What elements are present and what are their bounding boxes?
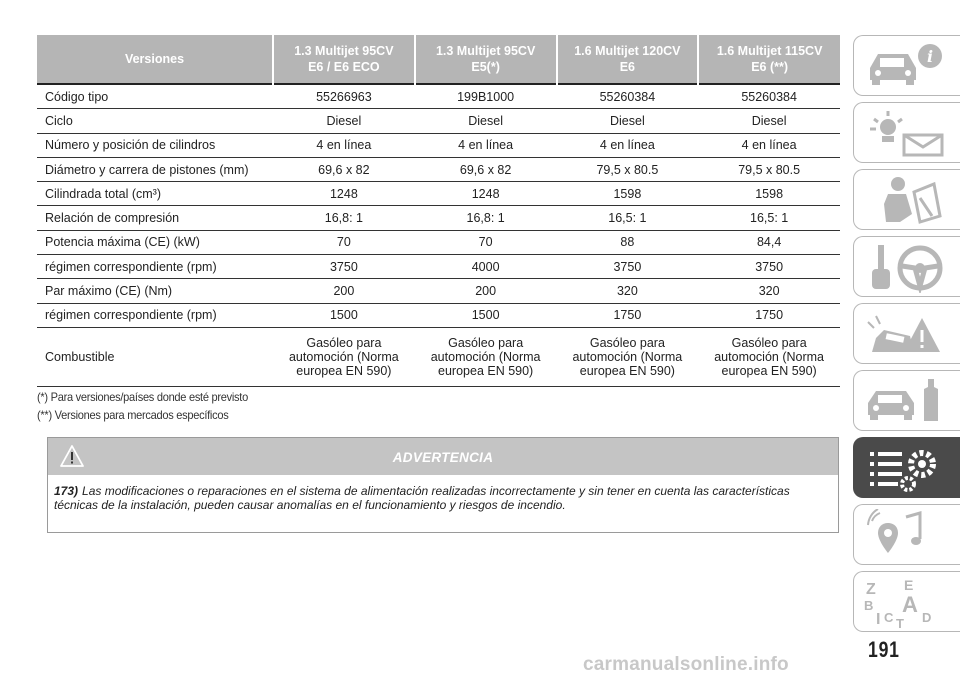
table-cell: 199B1000: [415, 84, 557, 109]
row-label: Potencia máxima (CE) (kW): [37, 230, 273, 254]
row-label: régimen correspondiente (rpm): [37, 255, 273, 279]
table-cell: 69,6 x 82: [415, 157, 557, 181]
footnote-versions-countries: (*) Para versiones/países donde esté previsto: [37, 390, 248, 404]
table-cell: 4 en línea: [273, 133, 415, 157]
svg-text:i: i: [926, 47, 934, 66]
table-cell: 1750: [698, 303, 840, 327]
table-cell: 1598: [557, 182, 699, 206]
table-cell: 1500: [273, 303, 415, 327]
table-cell: 16,8: 1: [415, 206, 557, 230]
svg-text:I: I: [876, 611, 881, 628]
multimedia-icon: [862, 509, 952, 561]
svg-text:B: B: [864, 598, 874, 613]
table-cell: 200: [273, 279, 415, 303]
row-label: Ciclo: [37, 109, 273, 133]
page-number: 191: [868, 637, 900, 662]
svg-text:E: E: [904, 577, 914, 593]
footnote-specific-markets: (**) Versiones para mercados específicos: [37, 408, 229, 422]
table-cell: Diesel: [273, 109, 415, 133]
tab-car-maintenance[interactable]: [853, 370, 960, 431]
table-row: [37, 230, 840, 254]
table-cell: Diesel: [557, 109, 699, 133]
table-row: [37, 206, 840, 230]
alphabetical-index-icon: [862, 576, 952, 628]
table-cell: 16,5: 1: [698, 206, 840, 230]
table-cell: Diesel: [415, 109, 557, 133]
key-steering-wheel-icon: [862, 241, 952, 293]
svg-text:A: A: [902, 592, 918, 617]
tab-multimedia[interactable]: [853, 504, 960, 565]
technical-specs-icon: [862, 442, 952, 494]
table-cell: 70: [273, 230, 415, 254]
svg-text:Z: Z: [866, 581, 876, 598]
svg-text:D: D: [922, 610, 932, 625]
table-cell: 1248: [415, 182, 557, 206]
row-label: Número y posición de cilindros: [37, 133, 273, 157]
tab-dashboard-lights[interactable]: [853, 102, 960, 163]
car-crash-warning-icon: [862, 308, 952, 360]
table-cell: 3750: [273, 255, 415, 279]
table-row: [37, 84, 840, 109]
svg-text:C: C: [884, 610, 894, 625]
table-cell: 88: [557, 230, 699, 254]
table-row: [37, 182, 840, 206]
car-maintenance-icon: [862, 375, 952, 427]
table-cell: 69,6 x 82: [273, 157, 415, 181]
table-cell: 79,5 x 80.5: [698, 157, 840, 181]
table-cell: 3750: [557, 255, 699, 279]
table-row: [37, 255, 840, 279]
row-label: Cilindrada total (cm³): [37, 182, 273, 206]
table-cell: 320: [557, 279, 699, 303]
tab-alphabetical-index[interactable]: [853, 571, 960, 632]
table-cell: 200: [415, 279, 557, 303]
table-cell: 4 en línea: [415, 133, 557, 157]
table-row: [37, 133, 840, 157]
table-cell: 16,8: 1: [273, 206, 415, 230]
table-cell: 1750: [557, 303, 699, 327]
table-cell: 55266963: [273, 84, 415, 109]
table-row: [37, 157, 840, 181]
table-cell: 320: [698, 279, 840, 303]
tab-key-steering[interactable]: [853, 236, 960, 297]
svg-text:T: T: [896, 616, 904, 628]
warning-box: [47, 437, 839, 533]
table-cell: 55260384: [698, 84, 840, 109]
table-cell: Gasóleo para automoción (Norma europea EN 590): [415, 327, 557, 386]
header-version-3: 1.6 Multijet 120CV E6: [557, 35, 699, 84]
row-label: Diámetro y carrera de pistones (mm): [37, 157, 273, 181]
table-row: [37, 279, 840, 303]
table-cell: 3750: [698, 255, 840, 279]
warning-header: [48, 438, 838, 475]
table-cell: Diesel: [698, 109, 840, 133]
table-cell: 4 en línea: [698, 133, 840, 157]
table-cell: Gasóleo para automoción (Norma europea EN 590): [273, 327, 415, 386]
table-cell: 1598: [698, 182, 840, 206]
table-cell: 79,5 x 80.5: [557, 157, 699, 181]
row-label: Par máximo (CE) (Nm): [37, 279, 273, 303]
tab-car-crash-warning[interactable]: [853, 303, 960, 364]
technical-specs-table: [37, 35, 840, 387]
car-info-icon: [862, 40, 952, 92]
header-version-2: 1.3 Multijet 95CV E5(*): [415, 35, 557, 84]
table-row: [37, 327, 840, 386]
header-versions: Versiones: [37, 35, 273, 84]
table-cell: Gasóleo para automoción (Norma europea EN 590): [557, 327, 699, 386]
seat-airbag-icon: [862, 174, 952, 226]
tab-car-info[interactable]: [853, 35, 960, 96]
table-cell: 4 en línea: [557, 133, 699, 157]
tab-technical-specs[interactable]: [853, 437, 960, 498]
table-cell: 55260384: [557, 84, 699, 109]
table-row: [37, 303, 840, 327]
warning-text: [48, 475, 838, 512]
row-label: Relación de compresión: [37, 206, 273, 230]
table-row: [37, 109, 840, 133]
table-cell: 4000: [415, 255, 557, 279]
header-version-1: 1.3 Multijet 95CV E6 / E6 ECO: [273, 35, 415, 84]
row-label: Código tipo: [37, 84, 273, 109]
row-label: régimen correspondiente (rpm): [37, 303, 273, 327]
row-label: Combustible: [37, 327, 273, 386]
table-cell: 84,4: [698, 230, 840, 254]
warning-title: ADVERTENCIA: [392, 450, 494, 465]
table-cell: 1500: [415, 303, 557, 327]
header-version-4: 1.6 Multijet 115CV E6 (**): [698, 35, 840, 84]
warning-reference: 173): [54, 484, 79, 498]
tab-seat-airbag[interactable]: [853, 169, 960, 230]
table-cell: 70: [415, 230, 557, 254]
table-cell: Gasóleo para automoción (Norma europea EN 590): [698, 327, 840, 386]
table-cell: 16,5: 1: [557, 206, 699, 230]
table-cell: 1248: [273, 182, 415, 206]
watermark: carmanualsonline.info: [583, 654, 789, 675]
dashboard-lights-icon: [862, 107, 952, 159]
warning-body: Las modificaciones o reparaciones en el sistema de alimentación realizadas incorrectamente y sin tener en cuenta las características técnicas de la instalación, pueden causar anomalías en el funcionamiento y riesgos de incendio.: [54, 484, 790, 512]
table-header-row: [37, 35, 840, 84]
